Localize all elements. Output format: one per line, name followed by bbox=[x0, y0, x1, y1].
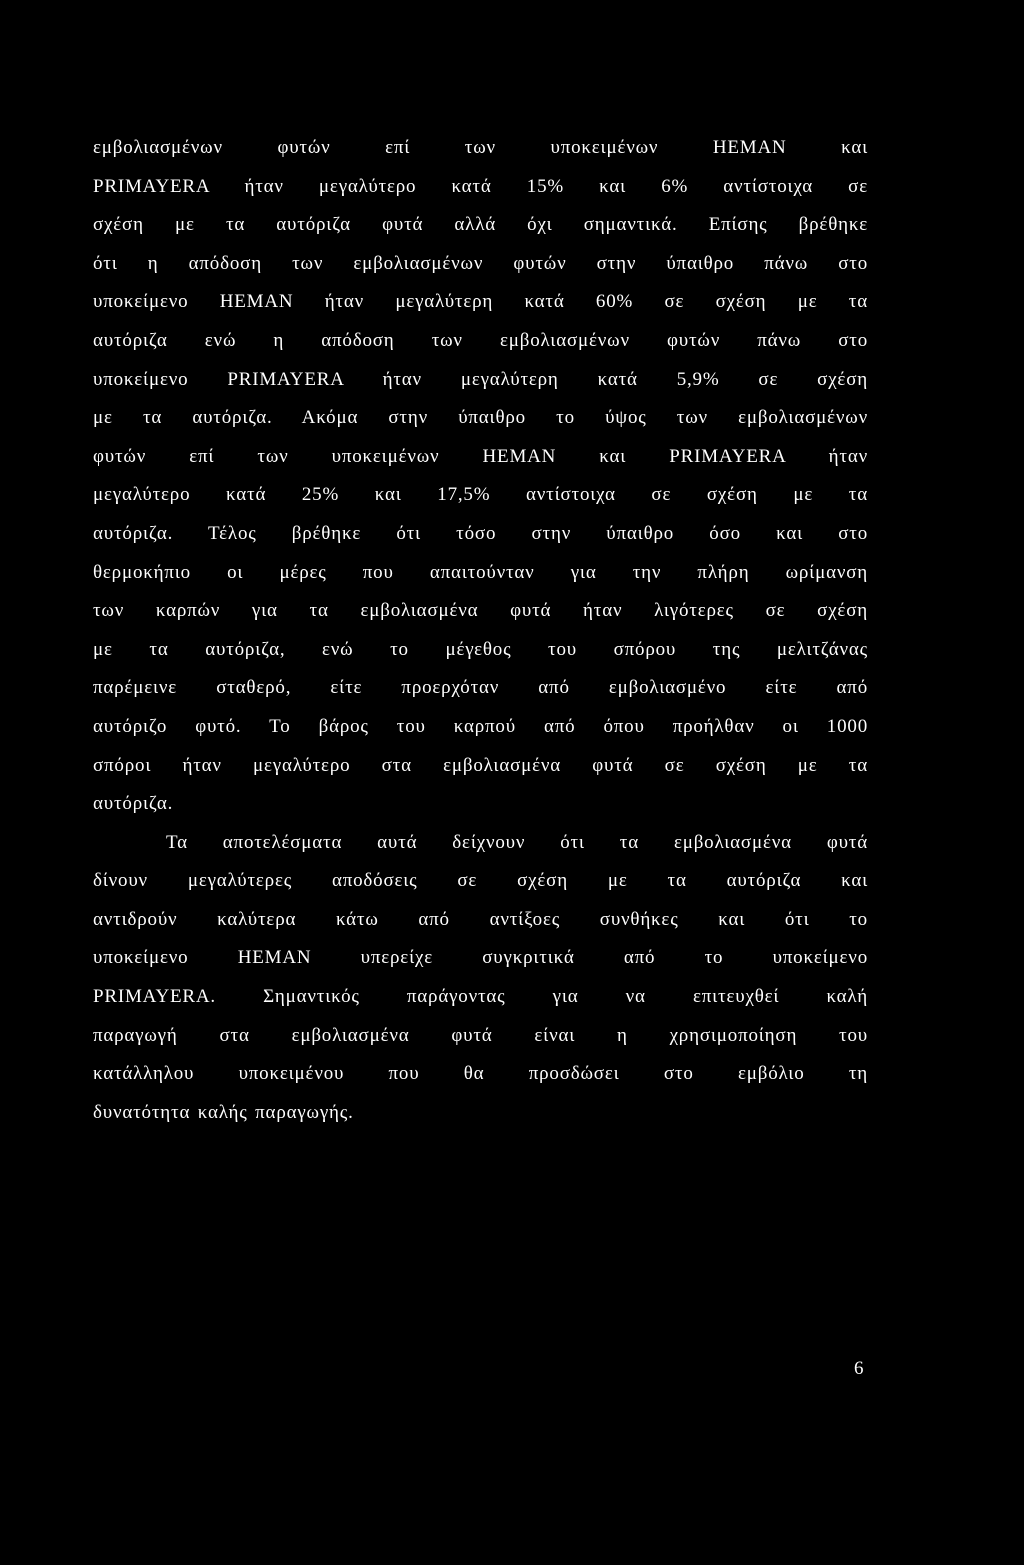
text-line: παραγωγή στα εμβολιασμένα φυτά είναι η χρησιμοποίηση του bbox=[93, 1024, 868, 1046]
text-line: αυτόριζο φυτό. Το βάρος του καρπού από όπου προήλθαν οι 1000 bbox=[93, 715, 868, 737]
text-line-paragraph-end: δυνατότητα καλής παραγωγής. bbox=[93, 1101, 354, 1123]
text-line: φυτών επί των υποκειμένων HEMAN και PRIMAYERA ήταν bbox=[93, 445, 868, 467]
text-line: εμβολιασμένων φυτών επί των υποκειμένων HEMAN και bbox=[93, 137, 868, 158]
text-line: αυτόριζα. Τέλος βρέθηκε ότι τόσο στην ύπαιθρο όσο και στο bbox=[93, 522, 868, 544]
text-line: με τα αυτόριζα. Ακόμα στην ύπαιθρο το ύψος των εμβολιασμένων bbox=[93, 407, 868, 429]
text-line: δίνουν μεγαλύτερες αποδόσεις σε σχέση με τα αυτόριζα και bbox=[93, 870, 868, 892]
text-line: σπόροι ήταν μεγαλύτερο στα εμβολιασμένα φυτά σε σχέση με τα bbox=[93, 754, 868, 776]
text-line: υποκείμενο HEMAN υπερείχε συγκριτικά από το υποκείμενο bbox=[93, 947, 868, 969]
text-line: αυτόριζα ενώ η απόδοση των εμβολιασμένων φυτών πάνω στο bbox=[93, 329, 868, 351]
text-line: σχέση με τα αυτόριζα φυτά αλλά όχι σημαντικά. Επίσης βρέθηκε bbox=[93, 214, 868, 236]
text-line: υποκείμενο PRIMAYERA ήταν μεγαλύτερη κατά 5,9% σε σχέση bbox=[93, 368, 868, 390]
body-text bbox=[93, 129, 868, 1132]
text-line: θερμοκήπιο οι μέρες που απαιτούνταν για την πλήρη ωρίμανση bbox=[93, 561, 868, 583]
text-line: κατάλληλου υποκειμένου που θα προσδώσει στο εμβόλιο τη bbox=[93, 1063, 868, 1085]
text-line: ότι η απόδοση των εμβολιασμένων φυτών στην ύπαιθρο πάνω στο bbox=[93, 252, 868, 274]
text-line: υποκείμενο HEMAN ήταν μεγαλύτερη κατά 60% σε σχέση με τα bbox=[93, 291, 868, 313]
text-line: παρέμεινε σταθερό, είτε προερχόταν από εμβολιασμένο είτε από bbox=[93, 677, 868, 699]
page-number: 6 bbox=[854, 1358, 864, 1379]
text-line: PRIMAYERA ήταν μεγαλύτερο κατά 15% και 6% αντίστοιχα σε bbox=[93, 175, 868, 197]
text-line-paragraph-start: Τα αποτελέσματα αυτά δείχνουν ότι τα εμβολιασμένα φυτά bbox=[166, 831, 868, 853]
text-line: αντιδρούν καλύτερα κάτω από αντίξοες συνθήκες και ότι το bbox=[93, 908, 868, 930]
text-line-paragraph-end: αυτόριζα. bbox=[93, 793, 174, 815]
text-line: με τα αυτόριζα, ενώ το μέγεθος του σπόρου της μελιτζάνας bbox=[93, 638, 868, 660]
text-line: PRIMAYERA. Σημαντικός παράγοντας για να επιτευχθεί καλή bbox=[93, 986, 868, 1008]
text-line: των καρπών για τα εμβολιασμένα φυτά ήταν λιγότερες σε σχέση bbox=[93, 600, 868, 622]
text-line: μεγαλύτερο κατά 25% και 17,5% αντίστοιχα σε σχέση με τα bbox=[93, 484, 868, 506]
